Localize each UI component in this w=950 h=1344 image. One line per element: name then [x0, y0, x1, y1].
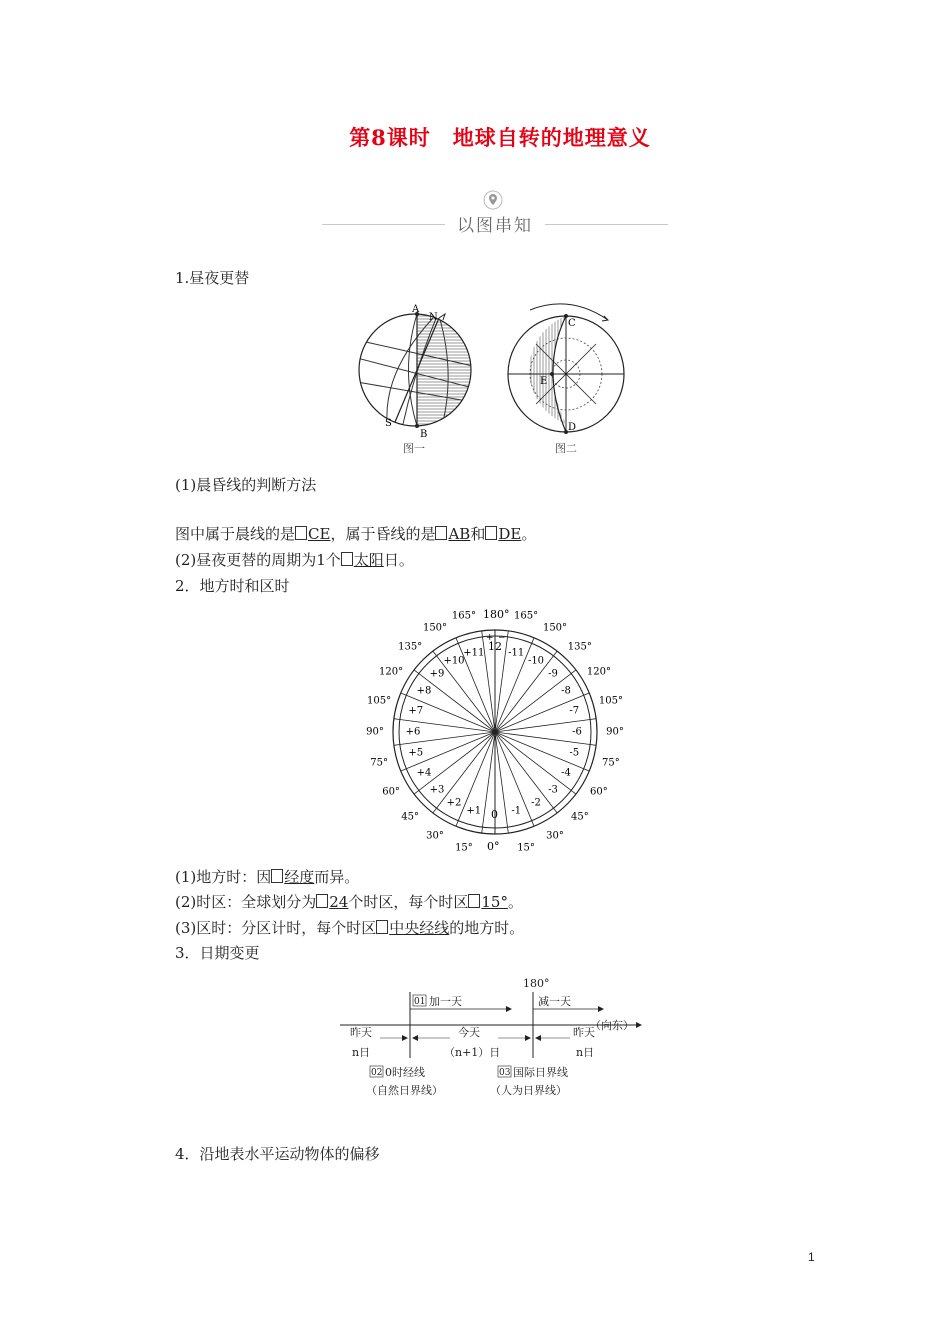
zone-label-east: -4 [561, 767, 571, 779]
ring-tick [433, 651, 437, 656]
divider-left [322, 224, 445, 225]
n-plus-1-day: （n+1）日 [444, 1046, 501, 1059]
ring-tick [414, 670, 419, 674]
today-label: 今天 [458, 1026, 480, 1039]
label-d: D [568, 422, 577, 433]
ring-tick [532, 821, 534, 827]
lon-label-west: 105° [367, 695, 392, 707]
zone-0: 0 [491, 808, 498, 821]
natural-date-line-note: （自然日界线） [366, 1084, 443, 1097]
lon-label-east: 75° [602, 757, 620, 769]
lon-label-west: 120° [379, 666, 404, 678]
plus-sign: + [486, 633, 494, 643]
zone-label-west: +4 [416, 767, 432, 779]
lon-label-west: 15° [455, 842, 473, 854]
zone-label-east: -11 [508, 647, 525, 659]
lon-0: 0° [487, 840, 500, 853]
answer-terminator-line: 图中属于晨线的是 CE，属于昏线的是 AB和 DE。 [175, 525, 537, 543]
label-c: C [568, 318, 576, 329]
figure-2-caption: 图二 [555, 442, 577, 455]
lon-label-west: 30° [426, 830, 444, 842]
ring-tick [456, 638, 458, 644]
ring-tick [414, 790, 419, 794]
blank-box-icon [468, 894, 480, 908]
zone-label-east: -6 [572, 726, 582, 738]
section-badge: 以图串知 [457, 216, 533, 236]
lon-label-west: 135° [398, 641, 423, 653]
date-line-diagram [340, 972, 650, 1102]
figure-2-globe [500, 300, 640, 460]
ring-tick [394, 745, 400, 746]
lon-label-east: 60° [590, 786, 608, 798]
ring-tick [508, 827, 509, 833]
minus-sign: − [498, 633, 506, 643]
heading-deflection: 4．沿地表水平运动物体的偏移 [175, 1145, 380, 1163]
ring-tick [456, 821, 458, 827]
zone-label-west: +9 [429, 668, 445, 680]
zone-label-east: -8 [561, 685, 571, 697]
blank-box-icon [295, 526, 307, 540]
ring-tick [553, 651, 557, 656]
num-02: 02 [371, 1068, 383, 1078]
figure-1-caption: 图一 [403, 442, 425, 455]
lon-label-east: 45° [570, 811, 589, 823]
heading-local-time: 2．地方时和区时 [175, 577, 290, 595]
zone-label-west: +6 [405, 726, 421, 738]
num-03: 03 [499, 1068, 511, 1078]
ring-tick [590, 719, 596, 720]
lon-label-east: 30° [546, 830, 564, 842]
ring-tick [584, 693, 590, 695]
zone-label-east: -10 [527, 655, 545, 667]
ring-tick [482, 631, 483, 637]
zone-label-west: +3 [429, 784, 445, 796]
question-terminator-method: (1)晨昏线的判断方法 [175, 476, 317, 494]
east-direction-label: （向东） [590, 1019, 634, 1032]
blank-box-icon [341, 552, 353, 566]
zone-label-east: -3 [548, 784, 558, 796]
lon-label-west: 60° [382, 786, 400, 798]
ring-tick [394, 719, 400, 720]
ring-tick [571, 670, 576, 674]
zone-label-east: -5 [569, 747, 580, 759]
blank-box-icon [376, 920, 388, 934]
page-number: 1 [808, 1250, 815, 1264]
lon-label-east: 15° [517, 842, 535, 854]
num-01: 01 [414, 997, 426, 1007]
ring-tick [553, 808, 557, 813]
time-zone-dial [355, 600, 635, 855]
zone-label-west: +11 [463, 647, 485, 659]
lon-180-label: 180° [523, 977, 550, 990]
answer-period: (2)昼夜更替的周期为1个 太阳日。 [175, 551, 414, 569]
lon-label-east: 105° [598, 695, 623, 707]
artificial-date-line-note: （人为日界线） [490, 1084, 567, 1097]
blank-box-icon [316, 894, 328, 908]
lon-label-west: 75° [370, 757, 388, 769]
label-e: E [540, 376, 548, 387]
add-day-label: 加一天 [429, 995, 462, 1008]
answer-local-time: (1)地方时：因 经度而异。 [175, 868, 360, 886]
lon-label-east: 120° [586, 666, 611, 678]
zone-label-west: +2 [446, 797, 462, 809]
answer-zone-time: (3)区时：分区计时，每个时区 中央经线的地方时。 [175, 919, 525, 937]
figure-1-globe [355, 300, 485, 460]
divider-right [545, 224, 668, 225]
zero-hour-line: 0时经线 [385, 1066, 425, 1079]
n-day-left: n日 [352, 1046, 371, 1059]
lon-label-east: 90° [606, 726, 624, 738]
blank-box-icon [435, 526, 447, 540]
ring-tick [433, 808, 437, 813]
lon-label-west: 45° [401, 811, 420, 823]
lon-label-west: 165° [451, 610, 476, 622]
blank-box-icon [271, 869, 283, 883]
ring-tick [508, 631, 509, 637]
lon-label-east: 150° [542, 622, 568, 634]
ring-tick [584, 769, 590, 771]
heading-day-night: 1.昼夜更替 [175, 269, 250, 287]
answer-time-zones: (2)时区：全球划分为 24个时区，每个时区 15°。 [175, 893, 523, 911]
lon-label-west: 150° [422, 622, 448, 634]
ring-tick [401, 693, 407, 695]
zone-label-west: +7 [408, 705, 424, 717]
label-n: N [429, 312, 438, 323]
subtract-day-label: 减一天 [538, 995, 571, 1008]
zone-label-east: -9 [548, 668, 558, 680]
label-s: S [385, 418, 392, 429]
lon-label-west: 90° [366, 726, 384, 738]
international-date-line: 国际日界线 [513, 1066, 568, 1079]
zone-12: 12 [488, 640, 502, 653]
label-b: B [420, 429, 428, 440]
lon-label-east: 135° [567, 641, 592, 653]
n-day-right: n日 [576, 1046, 595, 1059]
zone-label-west: +5 [408, 747, 424, 759]
heading-date-change: 3．日期变更 [175, 944, 260, 962]
ring-tick [401, 769, 407, 771]
yesterday-left: 昨天 [350, 1026, 372, 1039]
zone-label-west: +1 [466, 805, 482, 817]
zone-label-east: -7 [569, 705, 580, 717]
zone-label-west: +8 [416, 685, 432, 697]
page-title: 第8课时 地球自转的地理意义 [349, 125, 651, 150]
zone-label-east: -1 [511, 805, 522, 817]
yesterday-right: 昨天 [573, 1026, 595, 1039]
ring-tick [532, 638, 534, 644]
ring-tick [590, 745, 596, 746]
ring-tick [482, 827, 483, 833]
location-pin-icon [481, 190, 505, 210]
lon-label-east: 165° [514, 610, 539, 622]
label-a: A [412, 304, 420, 315]
lon-180: 180° [483, 608, 510, 621]
ring-tick [571, 790, 576, 794]
zone-label-west: +10 [443, 655, 465, 667]
blank-box-icon [485, 526, 497, 540]
zone-label-east: -2 [531, 797, 541, 809]
